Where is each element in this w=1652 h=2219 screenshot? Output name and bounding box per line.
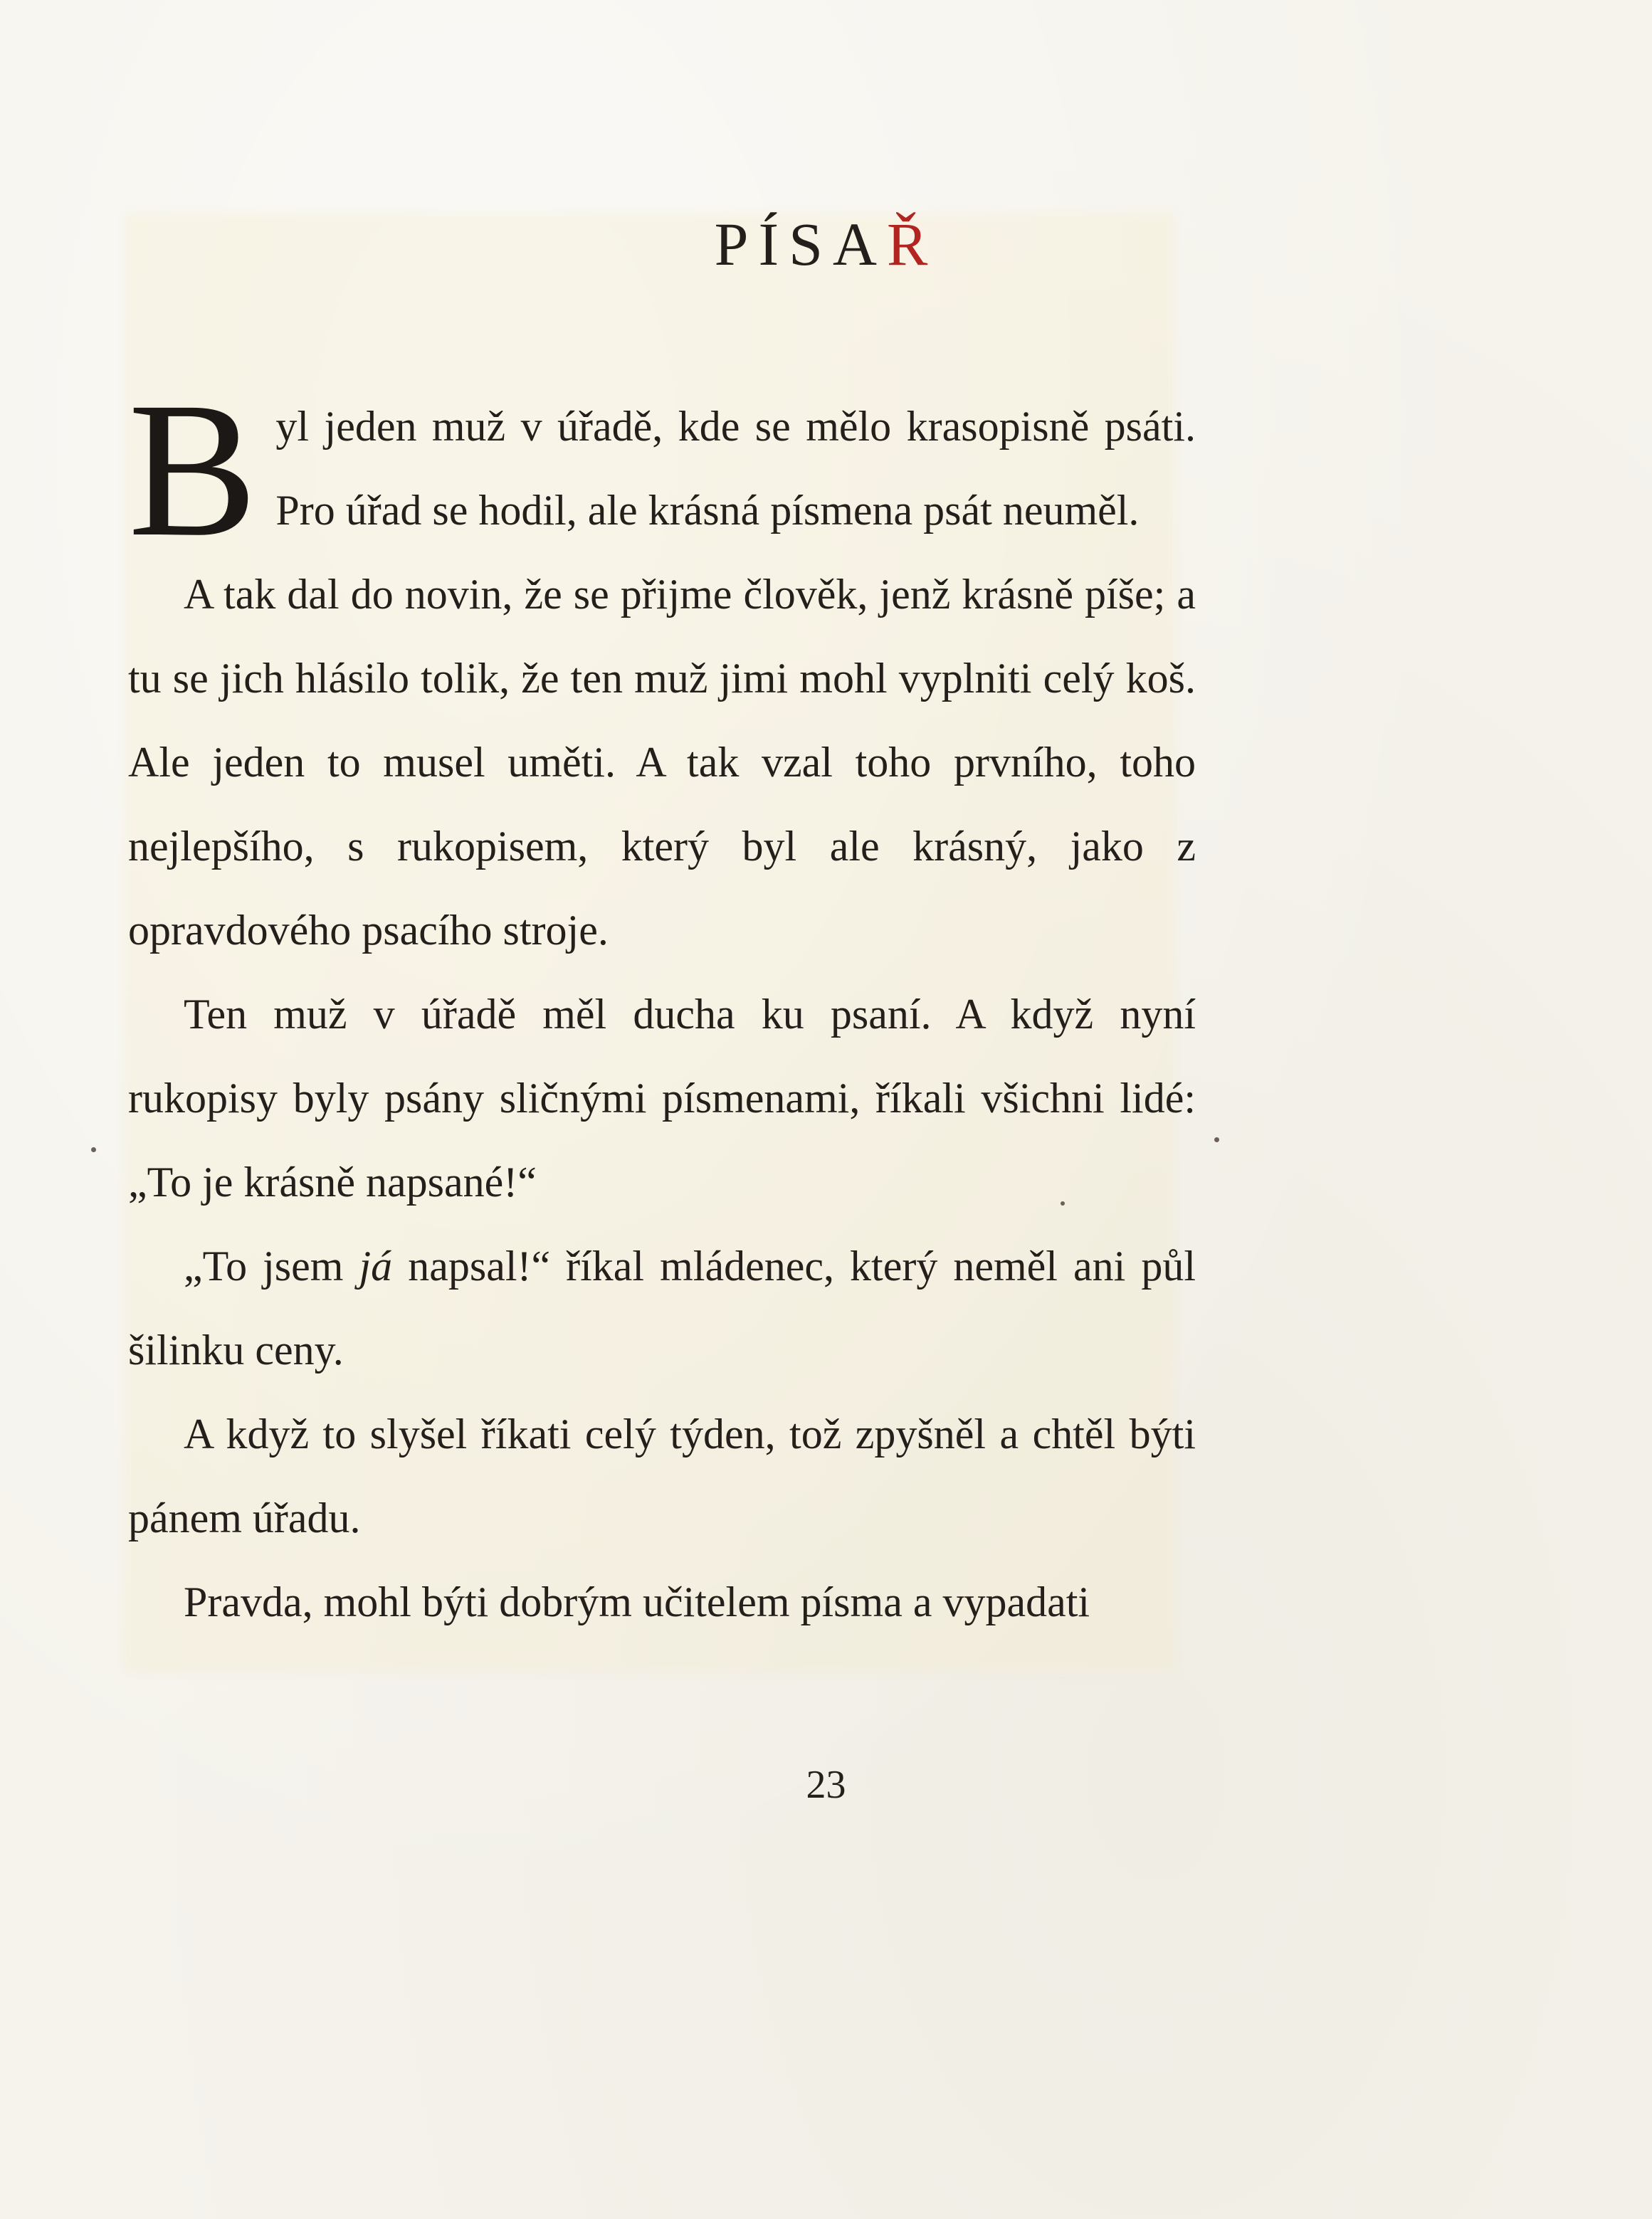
page-number: 23 — [806, 1763, 846, 1807]
paragraph-1-text: yl jeden muž v úřadě, kde se mělo krasopisně psáti. Pro úřad se hodil, ale krásná písmena psát neuměl. — [275, 403, 1196, 534]
paragraph-4 — [128, 1224, 1196, 1392]
chapter-title-letter: Ř — [887, 210, 938, 278]
quote-rest: napsal!“ říkal mládenec, který neměl ani půl šilinku ceny. — [128, 1243, 1196, 1374]
paragraph-6: Pravda, mohl býti dobrým učitelem písma a vypadati — [184, 1578, 1090, 1625]
quote-emphasis: já — [359, 1243, 393, 1290]
chapter-title-main: PÍSA — [714, 210, 888, 278]
body-text — [128, 362, 1196, 1644]
drop-cap: B — [128, 362, 258, 576]
paragraph-2: A tak dal do novin, že se přijme člověk, jenž krásně píše; a tu se jich hlásilo tolik, že ten muž jimi mohl vyplniti celý koš. Ale jeden to musel uměti. A tak vzal toho prvního, toho nejlepšího, s rukopisem, který byl ale krásný, jako z opravdového psacího stroje. — [128, 571, 1196, 954]
paper-speck — [91, 1147, 96, 1152]
paper-speck — [1214, 1137, 1219, 1142]
paragraph-1 — [128, 362, 1196, 576]
quote-start: „To jsem — [184, 1243, 359, 1290]
paragraph-5: A když to slyšel říkati celý týden, tož zpyšněl a chtěl býti pánem úřadu. — [128, 1411, 1196, 1541]
paragraph-3: Ten muž v úřadě měl ducha ku psaní. A když nyní rukopisy byly psány sličnými písmenami, říkali všichni lidé: „To je krásně napsané!“ — [128, 991, 1196, 1206]
paper-speck — [1061, 1201, 1065, 1206]
chapter-title — [0, 210, 1652, 278]
